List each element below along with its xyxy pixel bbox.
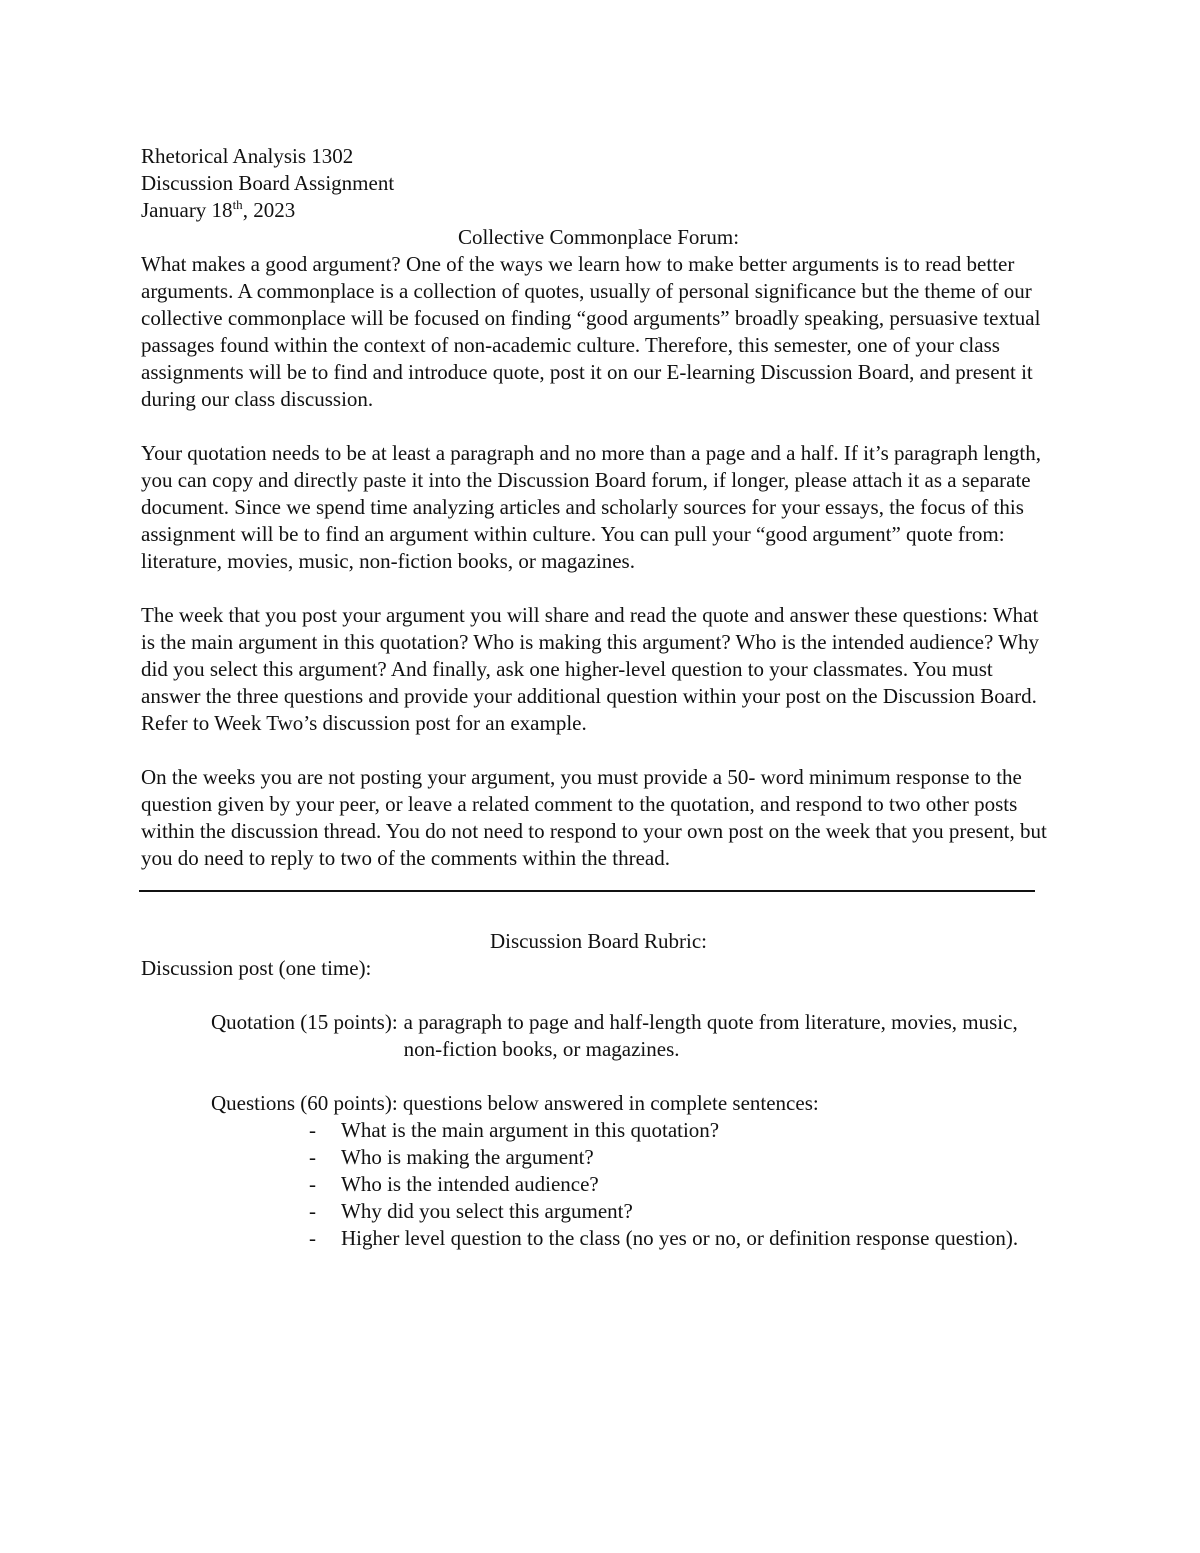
course-title: Rhetorical Analysis 1302 <box>141 144 354 168</box>
bullet-dash: - <box>309 1118 316 1142</box>
list-item <box>309 1171 1056 1198</box>
quotation-description: a paragraph to page and half-length quote from literature, movies, music, non-fiction books, or magazines. <box>403 1010 1018 1061</box>
bullet-dash: - <box>309 1199 316 1223</box>
rubric-question-list <box>141 1117 1056 1252</box>
forum-title: Collective Commonplace Forum: <box>457 225 740 249</box>
question-text: Higher level question to the class (no yes or no, or definition response question). <box>341 1226 1019 1250</box>
bullet-dash: - <box>309 1172 316 1196</box>
assignment-title: Discussion Board Assignment <box>141 171 395 195</box>
date-ordinal: th <box>232 197 243 212</box>
question-text: Who is the intended audience? <box>341 1172 599 1196</box>
date-month-day: January 18 <box>141 198 233 222</box>
question-text: Who is making the argument? <box>341 1145 594 1169</box>
list-item <box>309 1144 1056 1171</box>
list-item <box>309 1198 1056 1225</box>
forum-paragraph-intro: What makes a good argument? One of the ways we learn how to make better arguments is to read better arguments. A commonplace is a collection of quotes, usually of personal significance but the theme of our collective commonplace will be focused on finding “good arguments” broadly speaking, persuasive textual passages found within the context of non-academic culture. Therefore, this semester, one of your class assignments will be to find and introduce quote, post it on our E-learning Discussion Board, and present it during our class discussion. <box>141 252 1041 411</box>
list-item <box>309 1225 1056 1252</box>
document-body <box>141 143 1056 1252</box>
assignment-date <box>141 197 1056 224</box>
bullet-dash: - <box>309 1145 316 1169</box>
quotation-label: Quotation (15 points): <box>211 1010 398 1034</box>
question-text: What is the main argument in this quotation? <box>341 1118 720 1142</box>
rubric-title: Discussion Board Rubric: <box>490 929 707 953</box>
bullet-dash: - <box>309 1226 316 1250</box>
question-text: Why did you select this argument? <box>341 1199 633 1223</box>
date-year: , 2023 <box>242 198 296 222</box>
forum-paragraph-quotation: Your quotation needs to be at least a paragraph and no more than a page and a half. If it’s paragraph length, you can copy and directly paste it into the Discussion Board forum, if longer, please attach it as a separate document. Since we spend time analyzing articles and scholarly sources for your essays, the focus of this assignment will be to find an argument within culture. You can pull your “good argument” quote from: literature, movies, music, non-fiction books, or magazines. <box>141 441 1041 573</box>
forum-paragraph-responding: On the weeks you are not posting your argument, you must provide a 50- word minimum response to the question given by your peer, or leave a related comment to the quotation, and respond to two other posts within the discussion thread. You do not need to respond to your own post on the week that you present, but you do need to reply to two of the comments within the thread. <box>141 765 1047 870</box>
rubric-questions-label: Questions (60 points): questions below answered in complete sentences: <box>211 1091 819 1115</box>
forum-paragraph-posting: The week that you post your argument you will share and read the quote and answer these questions: What is the main argument in this quotation? Who is making this argument? Who is the intended audience? Why did you select this argument? And finally, ask one higher-level question to your classmates. You must answer the three questions and provide your additional question within your post on the Discussion Board. Refer to Week Two’s discussion post for an example. <box>141 603 1039 735</box>
rubric-post-label: Discussion post (one time): <box>141 956 372 980</box>
rubric-quotation-criterion <box>211 1009 1056 1063</box>
section-divider <box>139 890 1035 892</box>
list-item <box>309 1117 1056 1144</box>
